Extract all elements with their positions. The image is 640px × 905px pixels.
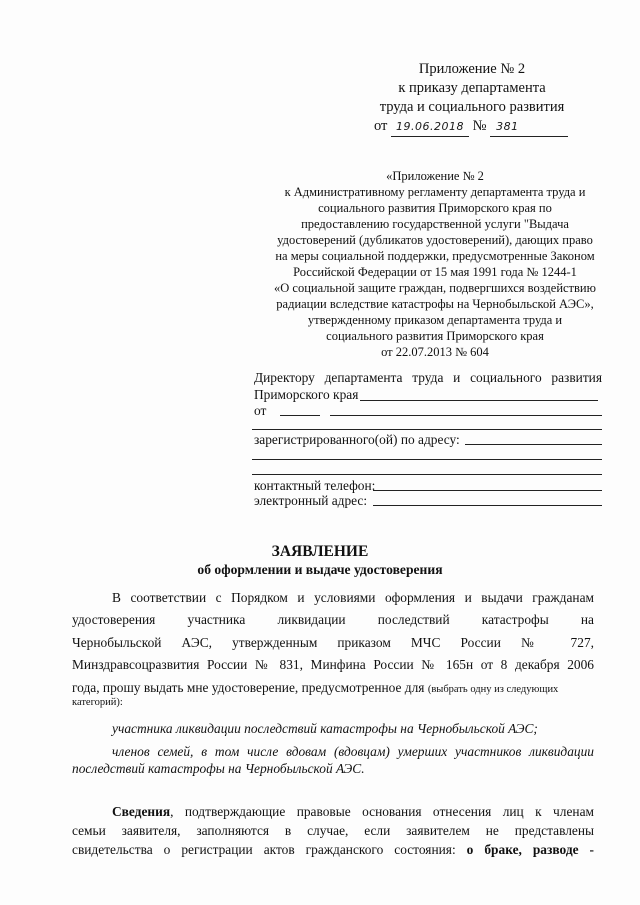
registered-address-label: зарегистрированного(ой) по адресу: — [254, 432, 460, 447]
regulation-line: к Административному регламенту департамента труда и — [284, 185, 586, 199]
info-line-3: свидетельства о регистрации актов гражданского состояния: о браке, разводе - — [72, 842, 594, 857]
body-line-5 — [72, 679, 594, 697]
order-number-handwritten: 381 — [496, 120, 519, 133]
order-number-prefix: № — [472, 118, 487, 134]
from-extra-underline[interactable] — [252, 429, 602, 430]
order-number-field — [490, 117, 568, 137]
order-date-prefix: от — [374, 118, 388, 134]
regulation-line: социального развития Приморского края по — [318, 201, 552, 215]
phone-label: контактный телефон: — [254, 478, 376, 493]
body-line-4: Минздравсоцразвития России № 831, Минфина России № 165н от 8 декабря 2006 — [72, 657, 594, 672]
order-date-handwritten: 19.06.2018 — [396, 120, 465, 133]
option-family-line-2: последствий катастрофы на Чернобыльской АЭС. — [72, 761, 365, 776]
email-underline[interactable] — [373, 505, 602, 506]
regulation-line: удостоверений (дубликатов удостоверений), дающих право — [277, 233, 593, 247]
order-appendix-line: Приложение № 2 — [418, 61, 526, 77]
address-underline-3[interactable] — [252, 474, 602, 475]
order-date-number-line — [374, 117, 604, 137]
addressee-line-1: Директору департамента труда и социального развития — [254, 370, 602, 385]
choose-category-note-cont: категорий): — [72, 697, 123, 708]
regulation-header — [255, 168, 615, 360]
regulation-line: «О социальной защите граждан, подвергшихся воздействию — [274, 281, 596, 295]
document-title: ЗАЯВЛЕНИЕ — [271, 543, 369, 560]
phone-underline[interactable] — [373, 490, 602, 491]
order-dept-line: труда и социального развития — [379, 99, 565, 115]
regulation-line: утвержденному приказом департамента труда и — [307, 313, 563, 327]
from-label: от — [254, 403, 267, 418]
info-bold-word: Сведения — [112, 804, 171, 819]
regulation-line: социального развития Приморского края — [326, 329, 544, 343]
email-label: электронный адрес: — [254, 493, 368, 508]
from-short-underline[interactable] — [280, 415, 320, 416]
regulation-line: от 22.07.2013 № 604 — [381, 345, 489, 359]
body-line-2: удостоверения участника ликвидации последствий катастрофы на — [72, 612, 594, 627]
addressee-line-2: Приморского края — [254, 387, 359, 402]
order-date-field — [391, 117, 469, 137]
order-ref-line: к приказу департамента — [398, 80, 546, 96]
info-line-2: семьи заявителя, заполняются в случае, если заявителем не представлены — [72, 823, 594, 838]
addressee-region-underline — [360, 400, 598, 401]
option-liquidator[interactable]: участника ликвидации последствий катастрофы на Чернобыльской АЭС; — [112, 721, 538, 736]
info-line-1: Сведения, подтверждающие правовые основания отнесения лиц к членам — [112, 804, 594, 819]
regulation-line: радиации вследствие катастрофы на Чернобыльской АЭС», — [276, 297, 594, 311]
choose-category-note: (выбрать одну из следующих — [427, 684, 559, 695]
body-line-5-main: года, прошу выдать мне удостоверение, предусмотренное для — [72, 680, 425, 695]
regulation-line: «Приложение № 2 — [386, 169, 484, 183]
address-underline-2[interactable] — [252, 459, 602, 460]
address-underline-1[interactable] — [465, 444, 602, 445]
document-subtitle: об оформлении и выдаче удостоверения — [197, 562, 443, 577]
from-name-underline[interactable] — [330, 415, 602, 416]
body-line-1: В соответствии с Порядком и условиями оформления и выдачи гражданам — [112, 590, 594, 605]
regulation-line: предоставлению государственной услуги "Выдача — [301, 217, 569, 231]
regulation-line: Российской Федерации от 15 мая 1991 года № 1244-1 — [293, 265, 577, 279]
option-family-line-1[interactable]: членов семей, в том числе вдовам (вдовцам) умерших участников ликвидации — [112, 744, 594, 759]
body-line-3: Чернобыльской АЭС, утвержденным приказом МЧС России № 727, — [72, 635, 594, 650]
regulation-line: на меры социальной поддержки, предусмотренные Законом — [275, 249, 595, 263]
